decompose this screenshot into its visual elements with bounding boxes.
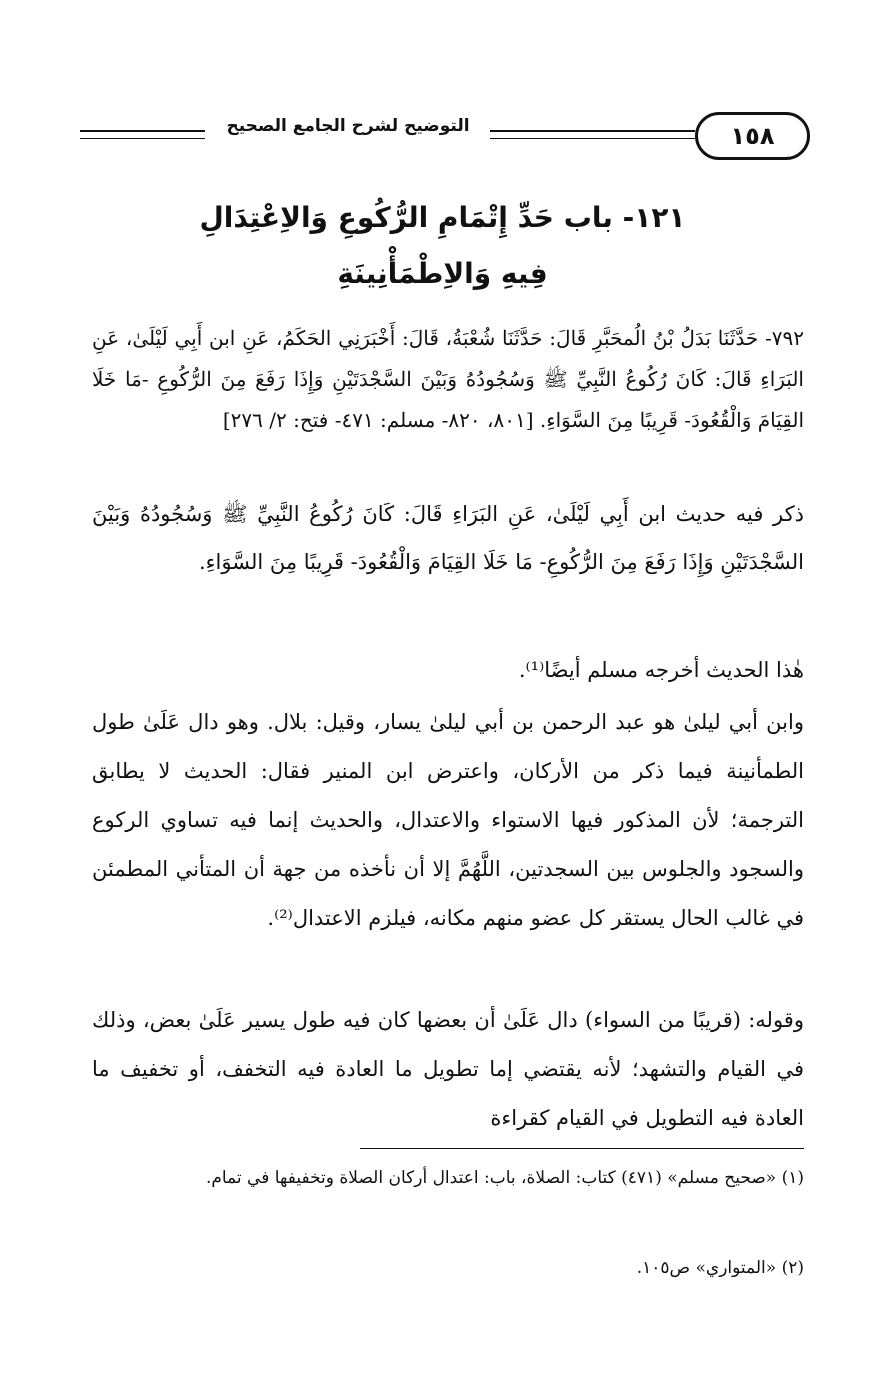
paragraph-1: ذكر فيه حديث ابن أَبِي لَيْلَىٰ، عَنِ البَرَاءِ قَالَ: كَانَ رُكُوعُ النَّبِيِّ ﷺ وَسُجُودُهُ وَبَيْنَ السَّجْدَتَيْنِ وَإِذَا رَفَعَ مِنَ الرُّكُوعِ- مَا خَلَا القِيَامَ وَالْقُعُودَ- قَرِيبًا مِنَ السَّوَاءِ. xyxy=(92,502,804,574)
paragraph-3: وابن أبي ليلىٰ هو عبد الرحمن بن أبي ليلىٰ يسار، وقيل: بلال. وهو دال عَلَىٰ طول الطمأنينة فيما ذكر من الأركان، واعترض ابن المنير فقال: الحديث لا يطابق الترجمة؛ لأن المذكور فيها الاستواء والاعتدال، والحديث إنما فيه تساوي الركوع والسجود والجلوس بين السجدتين، اللَّهُمَّ إلا أن نأخذه من جهة أن المتأني المطمئن في غالب الحال يستقر كل عضو منهم مكانه، فيلزم الاعتدال⁽²⁾. xyxy=(92,710,804,930)
book-title: التوضيح لشرح الجامع الصحيح xyxy=(226,116,470,136)
hadith-text: ٧٩٢- حَدَّثَنَا بَدَلُ بْنُ الُمحَبَّرِ قَالَ: حَدَّثَنَا شُعْبَةُ، قَالَ: أَخْبَرَنِي الحَكَمُ، عَنِ ابن أَبِي لَيْلَىٰ، عَنِ البَرَاءِ قَالَ: كَانَ رُكُوعُ النَّبِيِّ ﷺ وَسُجُودُهُ وَبَيْنَ السَّجْدَتَيْنِ وَإِذَا رَفَعَ مِنَ الرُّكُوعِ -مَا خَلَا القِيَامَ وَالْقُعُودَ- قَرِيبًا مِنَ السَّوَاءِ. [٨٠١، ٨٢٠- مسلم: ٤٧١- فتح: ٢/ ٢٧٦] xyxy=(92,326,804,432)
header-rule-left xyxy=(80,130,205,132)
header-rule-middle-thin xyxy=(490,138,695,139)
footnote-1: (١) «صحيح مسلم» (٤٧١) كتاب: الصلاة، باب: اعتدال أركان الصلاة وتخفيفها في تمام. xyxy=(205,1168,804,1188)
running-header xyxy=(80,108,810,168)
chapter-title xyxy=(90,190,795,302)
page-number: ١٥٨ xyxy=(695,112,810,160)
header-rule-left-thin xyxy=(80,138,205,139)
chapter-title-line1: ١٢١- باب حَدِّ إِتْمَامِ الرُّكُوعِ وَالاِعْتِدَالِ xyxy=(199,201,686,234)
footnote-2: (٢) «المتواري» ص١٠٥. xyxy=(636,1258,804,1278)
header-rule-middle xyxy=(490,130,695,132)
chapter-title-line2: فِيهِ وَالاِطْمَأْنِينَةِ xyxy=(337,257,548,290)
paragraph-4: وقوله: (قريبًا من السواء) دال عَلَىٰ أن بعضها كان فيه طول يسير عَلَىٰ بعض، وذلك في القيام والتشهد؛ لأنه يقتضي إما تطويل ما العادة فيه التخفف، أو تخفيف ما العادة فيه التطويل في القيام كقراءة xyxy=(92,1008,804,1130)
footnote-rule xyxy=(360,1148,804,1149)
paragraph-2: هٰذا الحديث أخرجه مسلم أيضًا⁽¹⁾. xyxy=(518,658,804,682)
